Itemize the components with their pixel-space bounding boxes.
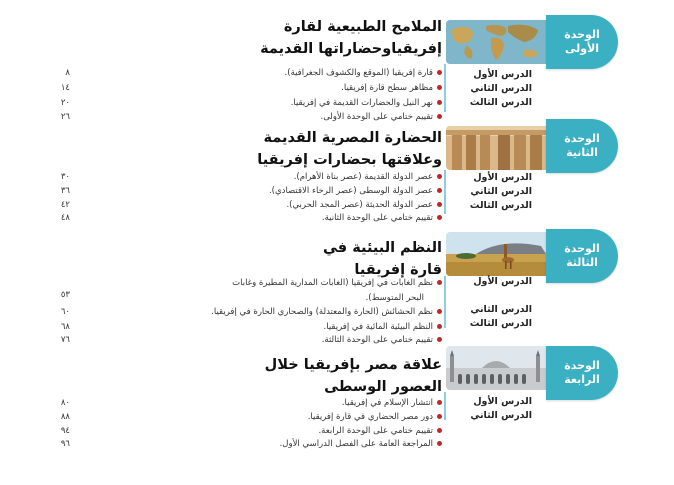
divider — [444, 170, 446, 214]
lesson-label: الدرس الثالث — [469, 318, 532, 329]
divider — [444, 276, 446, 328]
bullet-icon — [437, 215, 442, 220]
bullet-icon — [437, 280, 442, 285]
lesson-label: الدرس الأول — [473, 69, 532, 80]
unit-badge: الوحدة الرابعة — [546, 346, 618, 400]
lesson-label: الدرس الثاني — [470, 304, 532, 315]
page-number: ٨٨ — [60, 412, 70, 422]
page-number: ٩٤ — [60, 426, 70, 436]
bullet-icon — [437, 428, 442, 433]
bullet-icon — [437, 188, 442, 193]
lesson-label: الدرس الأول — [473, 172, 532, 183]
topic-item: عصر الدولة الوسطى (عصر الرخاء الاقتصادي). — [269, 184, 442, 199]
topic-item: تقييم ختامي على الوحدة الثانية. — [322, 211, 442, 226]
bullet-icon — [437, 324, 442, 329]
divider — [444, 64, 446, 112]
bullet-icon — [437, 100, 442, 105]
page-number: ١٤ — [60, 83, 70, 93]
page-number: ٦٨ — [60, 322, 70, 332]
bullet-icon — [437, 441, 442, 446]
bullet-icon — [437, 70, 442, 75]
lesson-label: الدرس الثاني — [470, 410, 532, 421]
page-number: ٢٠ — [60, 98, 70, 108]
unit-badge: الوحدة الثالثة — [546, 229, 618, 283]
bullet-icon — [437, 174, 442, 179]
bullet-icon — [437, 414, 442, 419]
topic-item: نظم الحشائش (الحارة والمعتدلة) والصحاري الحارة في إفريقيا. — [211, 305, 442, 320]
lesson-label: الدرس الأول — [473, 276, 532, 287]
unit-1 — [0, 0, 674, 120]
page-number: ٣٠ — [60, 172, 70, 182]
world-map-icon — [446, 20, 546, 64]
topic-item: قارة إفريقيا (الموقع والكشوف الجغرافية). — [285, 66, 442, 81]
page-number: ٩٦ — [60, 439, 70, 449]
topic-item: النظم البيئية المائية في إفريقيا. — [324, 320, 442, 335]
topic-item: انتشار الإسلام في إفريقيا. — [342, 396, 442, 411]
lesson-label: الدرس الأول — [473, 396, 532, 407]
topic-item: دور مصر الحضاري في قارة إفريقيا. — [308, 410, 442, 425]
temple-columns-icon — [446, 126, 546, 170]
topic-item: نظم الغابات في إفريقيا (الغابات المدارية المطيرة وغابات — [232, 276, 442, 291]
lesson-label: الدرس الثالث — [469, 97, 532, 108]
mosque-icon — [446, 346, 546, 390]
lesson-label: الدرس الثاني — [470, 83, 532, 94]
unit-badge: الوحدة الأولى — [546, 15, 618, 69]
topic-item: عصر الدولة القديمة (عصر بناة الأهرام). — [294, 170, 442, 185]
unit-title: النظم البيئية في قارة إفريقيا — [323, 240, 442, 278]
page-number: ٨٠ — [60, 398, 70, 408]
page-number: ٢٦ — [60, 112, 70, 122]
topic-item: المراجعة العامة على الفصل الدراسي الأول. — [280, 437, 442, 452]
topic-item: تقييم ختامي على الوحدة الثالثة. — [322, 333, 442, 348]
lesson-label: الدرس الثالث — [469, 200, 532, 211]
page-number: ٤٢ — [60, 200, 70, 210]
topic-item: عصر الدولة الحديثة (عصر المجد الحربي). — [286, 198, 442, 213]
divider — [444, 392, 446, 420]
page-number: ٦٠ — [60, 307, 70, 317]
bullet-icon — [437, 202, 442, 207]
unit-title: الحضارة المصرية القديمة وعلاقتها بحضارات إفريقيا — [257, 130, 442, 168]
bullet-icon — [437, 114, 442, 119]
unit-badge: الوحدة الثانية — [546, 119, 618, 173]
page-number: ٧٦ — [60, 335, 70, 345]
bullet-icon — [437, 400, 442, 405]
savanna-giraffe-icon — [446, 232, 546, 276]
page-number: ٨ — [65, 68, 70, 78]
lesson-label: الدرس الثاني — [470, 186, 532, 197]
topic-item: مظاهر سطح قارة إفريقيا. — [341, 81, 442, 96]
unit-title: علاقة مصر بإفريقيا خلال العصور الوسطى — [264, 357, 442, 395]
bullet-icon — [437, 309, 442, 314]
topic-item: تقييم ختامي على الوحدة الرابعة. — [318, 424, 442, 439]
topic-item: نهر النيل والحضارات القديمة في إفريقيا. — [291, 96, 442, 111]
topic-item: تقييم ختامي على الوحدة الأولى. — [321, 110, 442, 125]
bullet-icon — [437, 85, 442, 90]
page-number: ٤٨ — [60, 213, 70, 223]
bullet-icon — [437, 337, 442, 342]
page-number: ٣٦ — [60, 186, 70, 196]
page-number: ٥٣ — [60, 290, 70, 300]
unit-title: الملامح الطبيعية لقارة إفريقياوحضاراتها القديمة — [260, 19, 442, 57]
topic-item-continued: البحر المتوسط). — [365, 293, 424, 303]
